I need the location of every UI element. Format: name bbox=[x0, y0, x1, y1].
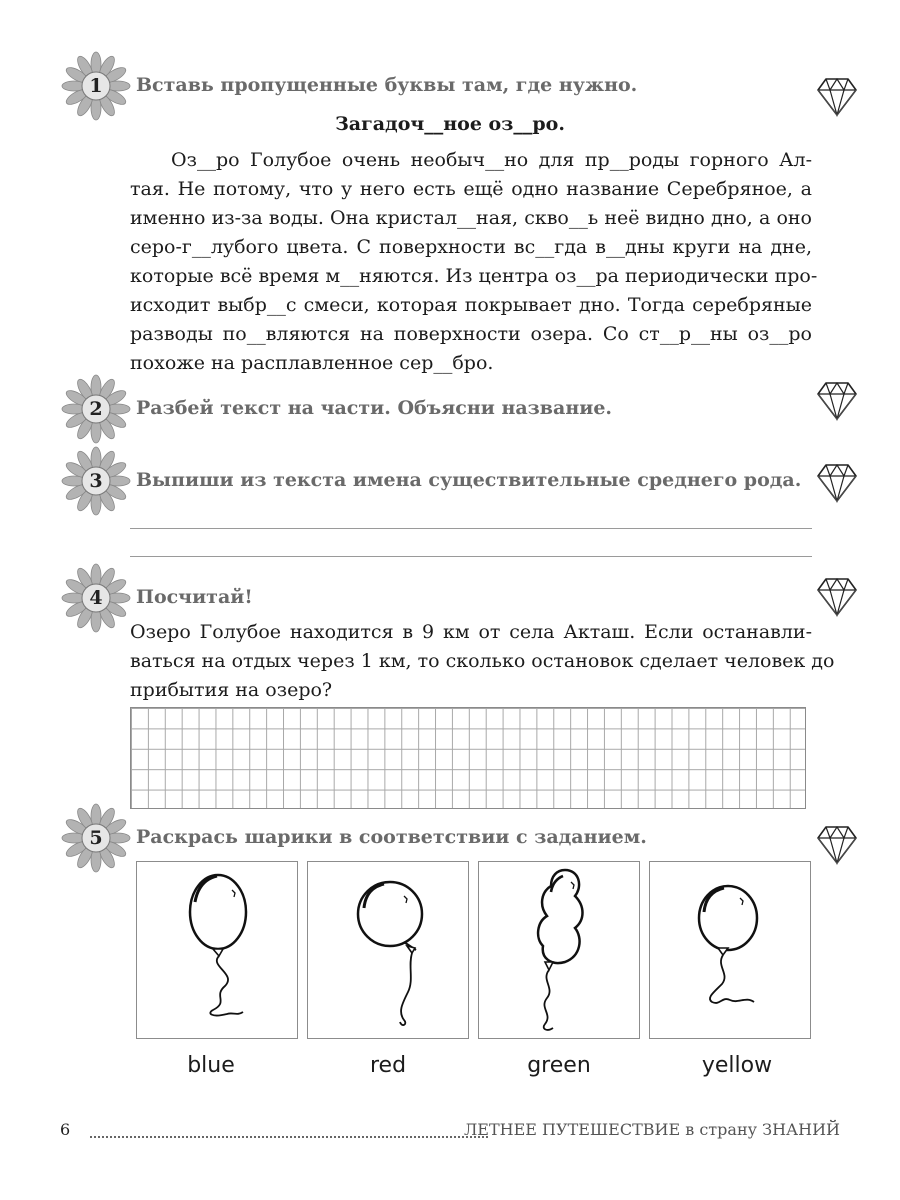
balloon-icon[interactable] bbox=[650, 862, 812, 1040]
book-title: ЛЕТНЕЕ ПУТЕШЕСТВИЕ в страну ЗНАНИЙ bbox=[463, 1120, 840, 1139]
task-3-title: Выпиши из текста имена существительные среднего рода. bbox=[136, 469, 802, 491]
balloon-icon[interactable] bbox=[137, 862, 299, 1040]
diamond-icon bbox=[812, 574, 862, 618]
balloon-icon[interactable] bbox=[479, 862, 641, 1040]
task-number: 1 bbox=[89, 75, 103, 97]
diamond-icon bbox=[812, 822, 862, 866]
problem-line: Озеро Голубое находится в 9 км от села Акташ. Если останавли- bbox=[130, 621, 812, 643]
task-5-title: Раскрась шарики в соответствии с заданием. bbox=[136, 826, 647, 848]
balloon-card-yellow[interactable] bbox=[649, 861, 811, 1039]
diamond-icon bbox=[812, 378, 862, 422]
calculation-grid[interactable] bbox=[130, 707, 806, 809]
problem-line: ваться на отдых через 1 км, то сколько остановок сделает человек до bbox=[130, 650, 835, 672]
story-line: разводы по__вляются на поверхности озера. Со ст__р__ны оз__ро bbox=[130, 323, 812, 345]
task-number: 2 bbox=[89, 398, 103, 420]
story-line: похоже на расплавленное сер__бро. bbox=[130, 352, 494, 374]
answer-line[interactable] bbox=[130, 556, 812, 557]
task-number: 4 bbox=[89, 587, 103, 609]
balloon-icon[interactable] bbox=[308, 862, 470, 1040]
balloon-card-blue[interactable] bbox=[136, 861, 298, 1039]
balloon-card-red[interactable] bbox=[307, 861, 469, 1039]
story-text bbox=[130, 146, 818, 378]
story-line: которые всё время м__няются. Из центра оз__ра периодически про- bbox=[130, 265, 818, 287]
story-line: тая. Не потому, что у него есть ещё одно название Серебряное, а bbox=[130, 178, 812, 200]
task-2-title: Разбей текст на части. Объясни название. bbox=[136, 397, 613, 419]
task-1-badge bbox=[61, 51, 131, 121]
balloon-label: red bbox=[369, 1053, 407, 1078]
balloon-label: green bbox=[527, 1053, 591, 1078]
story-line: Оз__ро Голубое очень необыч__но для пр__роды горного Ал- bbox=[171, 149, 812, 171]
balloon-label: yellow bbox=[701, 1053, 773, 1078]
task-4-title: Посчитай! bbox=[136, 586, 253, 608]
balloon-card-green[interactable] bbox=[478, 861, 640, 1039]
story-line: именно из-за воды. Она кристал__ная, скво__ь неё видно дно, а оно bbox=[130, 207, 812, 229]
task-1-title: Вставь пропущенные буквы там, где нужно. bbox=[136, 74, 638, 96]
story-line: серо-г__лубого цвета. С поверхности вс__гда в__дны круги на дне, bbox=[130, 236, 812, 258]
task-4-badge bbox=[61, 563, 131, 633]
task-number: 5 bbox=[89, 827, 103, 849]
footer-dotted-leader bbox=[90, 1136, 488, 1138]
task-5-badge bbox=[61, 803, 131, 873]
problem-line: прибытия на озеро? bbox=[130, 679, 333, 701]
task-number: 3 bbox=[89, 470, 103, 492]
task-2-badge bbox=[61, 374, 131, 444]
balloon-label: blue bbox=[187, 1053, 235, 1078]
answer-line[interactable] bbox=[130, 528, 812, 529]
story-line: исходит выбр__с смеси, которая покрывает дно. Тогда серебряные bbox=[130, 294, 812, 316]
problem-text bbox=[130, 618, 835, 705]
page-number: 6 bbox=[60, 1120, 71, 1139]
diamond-icon bbox=[812, 74, 862, 118]
diamond-icon bbox=[812, 460, 862, 504]
story-title: Загадоч__ное оз__ро. bbox=[335, 113, 565, 135]
task-3-badge bbox=[61, 446, 131, 516]
page-footer bbox=[60, 1120, 840, 1144]
